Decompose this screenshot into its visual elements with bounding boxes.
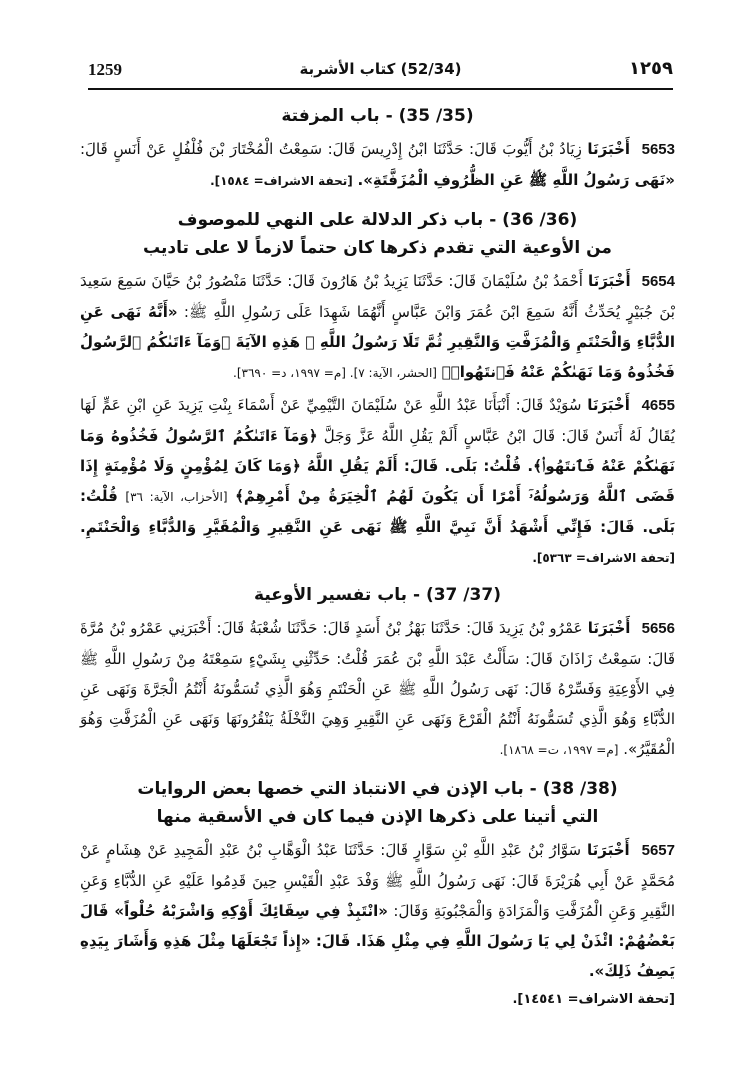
hadith xyxy=(80,613,675,765)
chapter-heading xyxy=(80,775,675,831)
hadith xyxy=(80,390,675,573)
hadith xyxy=(80,134,675,196)
chapter-heading: (35/ 35) - باب المزفتة xyxy=(281,106,474,126)
hadith-isnad: زِيَادُ بْنُ أَيُّوبَ قَالَ: حَدَّثَنَا ابْنُ إِدْرِيسَ قَالَ: سَمِعْتُ الْمُخْتَارَ بْنَ فُلْفُلٍ عَنْ أَنَسٍ قَالَ: xyxy=(80,140,582,158)
hadith-opening: أَخْبَرَنَا xyxy=(587,140,631,158)
hadith-number: 5657 xyxy=(641,842,675,859)
chapter-heading-line1: (38/ 38) - باب الإذن في الانتباذ التي خصها بعض الروايات xyxy=(137,779,618,799)
hadith-isnad: عَمْرُو بْنُ يَزِيدَ قَالَ: حَدَّثَنَا بَهْزُ بْنُ أَسَدٍ قَالَ: حَدَّثَنَا شُعْبَةُ قَالَ: أَخْبَرَنِي عَمْرُو بْنُ مُرَّةَ قَالَ: سَمِعْتُ زَاذَانَ قَالَ: سَأَلْتُ عَبْدَ اللَّهِ بْنَ عُمَرَ قُلْتُ: حَدِّثْنِي بِشَيْءٍ سَمِعْتَهُ مِنْ رَسُولِ اللَّهِ ﷺ فِي الأَوْعِيَةِ وَفَسِّرْهُ قَالَ: xyxy=(80,619,675,698)
hadith-number: 5653 xyxy=(641,141,675,158)
hadith-matn: نَهَى رَسُولُ اللَّهِ ﷺ عَنِ الْحَنْتَمِ وَهُوَ الَّذِي تُسَمُّونَهُ أَنْتُمُ الْجَرَّةَ وَنَهَى عَنِ الدُّبَّاءِ وَهُوَ الَّذِي تُسَمُّونَهُ أَنْتُمُ الْقَرْعَ وَنَهَى عَنِ النَّقِيرِ وَهِيَ النَّخْلَةُ يَنْقُرُونَهَا وَنَهَى عَنِ الْمُزَفَّتِ وَهُوَ الْمُقَيَّرُ». xyxy=(80,680,675,758)
hadith-number: 5654 xyxy=(641,273,675,290)
hadith-reference: [تحفة الاشراف= ٥٣٦٣]. xyxy=(532,551,675,565)
hadith-matn: «نَهَى رَسُولُ اللَّهِ ﷺ عَنِ الظُّرُوفِ الْمُزَفَّتَةِ». xyxy=(357,171,675,189)
hadith-opening: أَخْبَرَنَا xyxy=(587,272,631,290)
hadith-number: 4655 xyxy=(641,397,675,414)
hadith-reference: [الحشر، الآية: ٧]. [م= ١٩٩٧، د= ٣٦٩٠]. xyxy=(233,366,437,380)
hadith xyxy=(80,266,675,388)
hadith-matn: «أَنَّهُ نَهَى عَنِ الدُّبَّاءِ وَالْحَنْتَمِ وَالْمُزَفَّتِ وَالنَّقِيرِ ثُمَّ تَلَا رَسُولُ اللَّهِ ﷺ هَذِهِ الآيَةَ ﴿وَمَآ ءَاتَىٰكُمُ ٱلرَّسُولُ فَخُذُوهُ وَمَا نَهَىٰكُمْ عَنْهُ فَٱنتَهُوا۟﴾ xyxy=(80,303,675,381)
hadith-opening: أَخْبَرَنَا xyxy=(587,841,630,859)
hadith-matn: «انْتَبِذْ فِي سِقَائِكَ أَوْكِهِ وَاشْرَبْهُ حُلْواً» قَالَ بَعْضُهُمْ: ائْذَنْ لِي يَا رَسُولَ اللَّهِ فِي مِثْلِ هَذَا. قَالَ: «إِذاً تَجْعَلَهَا مِثْلَ هَذِهِ وَأَشَارَ بِيَدِهِ يَصِفُ ذَلِكَ». xyxy=(80,902,675,980)
page-header xyxy=(88,58,673,90)
hadith-matn: ﴿وَمَآ ءَاتَىٰكُمُ ٱلرَّسُولُ فَخُذُوهُ وَمَا نَهَىٰكُمْ عَنْهُ فَٱنتَهُوا۟﴾. قُلْتُ: بَلَى. قَالَ: أَلَمْ يَقُلِ اللَّهُ ﴿وَمَا كَانَ لِمُؤْمِنٍ وَلَا مُؤْمِنَةٍ إِذَا قَضَى ٱللَّهُ وَرَسُولُهُۥٓ أَمْرًا أَن يَكُونَ لَهُمُ ٱلْخِيَرَةُ مِنْ أَمْرِهِمْ﴾ xyxy=(80,427,675,505)
hadith-opening: أَخْبَرَنَا xyxy=(587,619,631,637)
page-number-arabic: ١٢٥٩ xyxy=(629,58,673,79)
hadith-reference: [م= ١٩٩٧، ت= ١٨٦٨]. xyxy=(499,743,619,757)
hadith-number: 5656 xyxy=(641,620,675,637)
hadith-reference: [تحفة الاشراف= ١٥٨٤]. xyxy=(210,174,353,188)
hadith-isnad: سُوَيْدٌ قَالَ: أَنْبَأَنَا عَبْدُ اللَّهِ عَنْ سُلَيْمَانَ التَّيْمِيِّ عَنْ أَسْمَاءَ بِنْتِ يَزِيدَ عَنِ ابْنِ عَمٍّ لَهَا يُقَالُ لَهُ أَنَسٌ قَالَ: قَالَ ابْنُ عَبَّاسٍ أَلَمْ يَقُلِ اللَّهُ عَزَّ وَجَلَّ xyxy=(80,396,675,445)
hadith-isnad: أَحْمَدُ بْنُ سُلَيْمَانَ قَالَ: حَدَّثَنَا يَزِيدُ بْنُ هَارُونَ قَالَ: حَدَّثَنَا مَنْصُورُ بْنُ حَيَّانَ سَمِعَ سَعِيدَ بْنَ جُبَيْرٍ يُحَدِّثُ أَنَّهُ سَمِعَ ابْنَ عُمَرَ وَابْنَ عَبَّاسٍ أَنَّهُمَا شَهِدَا عَلَى رَسُولِ اللَّهِ ﷺ: xyxy=(80,272,675,321)
hadith-reference: [تحفة الاشراف= ١٤٥٤١]. xyxy=(512,992,675,1007)
chapter-heading-line2: من الأوعية التي تقدم ذكرها كان حتماً لازماً لا على تاديب xyxy=(143,238,612,258)
chapter-heading-line1: (36/ 36) - باب ذكر الدلالة على النهي للموصوف xyxy=(177,210,578,230)
hadith xyxy=(80,835,675,986)
running-title: (52/34) كتاب الأشربة xyxy=(299,60,462,78)
chapter-heading-line2: التي أتينا على ذكرها الإذن فيما كان في الأسقية منها xyxy=(156,807,599,827)
chapter-heading xyxy=(80,206,675,262)
hadith-opening: أَخْبَرَنَا xyxy=(587,396,630,414)
page-number-latin: 1259 xyxy=(88,60,122,79)
hadith-isnad: سَوَّارُ بْنُ عَبْدِ اللَّهِ بْنِ سَوَّارٍ قَالَ: حَدَّثَنَا عَبْدُ الْوَهَّابِ بْنُ عَبْدِ الْمَجِيدِ عَنْ هِشَامٍ عَنْ مُحَمَّدٍ عَنْ أَبِي هُرَيْرَةَ قَالَ: نَهَى رَسُولُ اللَّهِ ﷺ وَفْدَ عَبْدِ الْقَيْسِ حِينَ قَدِمُوا عَلَيْهِ عَنِ الدُّبَّاءِ وَعَنِ النَّقِيرِ وَعَنِ الْمُزَفَّتِ وَالْمَزَادَةِ وَالْمَجْبُوبَةِ وَقَالَ: xyxy=(80,841,675,920)
page-body xyxy=(80,96,675,1014)
hadith-matn-continued: قُلْتُ: بَلَى. قَالَ: فَإِنِّي أَشْهَدُ أَنَّ نَبِيَّ اللَّهِ ﷺ نَهَى عَنِ النَّقِيرِ وَالْمُقَيَّرِ وَالدُّبَّاءِ وَالْحَنْتَمِ. xyxy=(80,487,675,536)
chapter-heading: (37/ 37) - باب تفسير الأوعية xyxy=(254,585,501,605)
quran-reference: [الأحزاب، الآية: ٣٦] xyxy=(125,490,228,504)
